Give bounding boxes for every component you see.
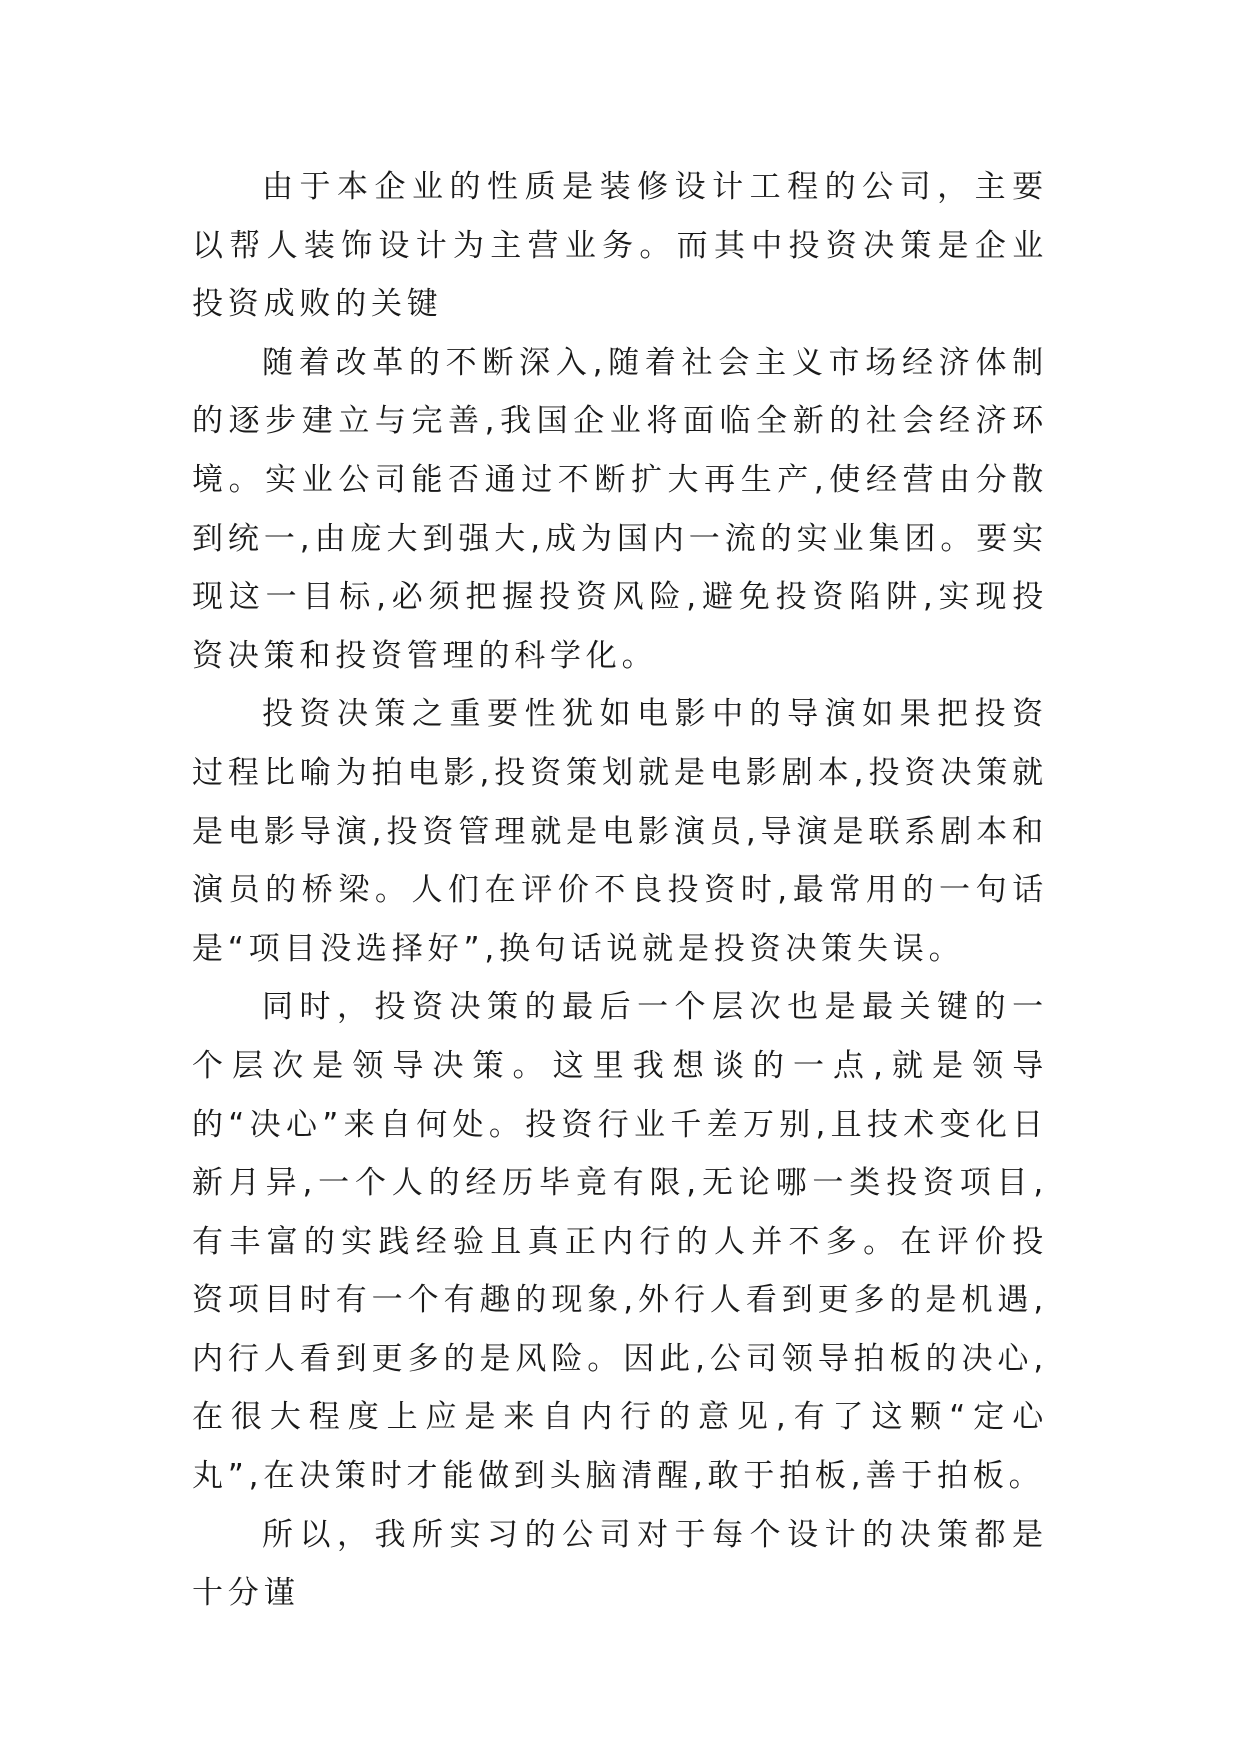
paragraph-1: 由于本企业的性质是装修设计工程的公司，主要以帮人装饰设计为主营业务。而其中投资决策是企业投资成败的关键 (192, 169, 1048, 323)
paragraph-3: 投资决策之重要性犹如电影中的导演如果把投资过程比喻为拍电影,投资策划就是电影剧本,投资决策就是电影导演,投资管理就是电影演员,导演是联系剧本和演员的桥梁。人们在评价不良投资时,最常用的一句话是“项目没选择好”,换句话说就是投资决策失误。 (192, 696, 1048, 967)
paragraph-4: 同时，投资决策的最后一个层次也是最关键的一个层次是领导决策。这里我想谈的一点,就是领导的“决心”来自何处。投资行业千差万别,且技术变化日新月异,一个人的经历毕竟有限,无论哪一类投资项目,有丰富的实践经验且真正内行的人并不多。在评价投资项目时有一个有趣的现象,外行人看到更多的是机遇,内行人看到更多的是风险。因此,公司领导拍板的决心,在很大程度上应是来自内行的意见,有了这颗“定心丸”,在决策时才能做到头脑清醒,敢于拍板,善于拍板。 (192, 989, 1048, 1495)
paragraph-2: 随着改革的不断深入,随着社会主义市场经济体制的逐步建立与完善,我国企业将面临全新的社会经济环境。实业公司能否通过不断扩大再生产,使经营由分散到统一,由庞大到强大,成为国内一流的实业集团。要实现这一目标,必须把握投资风险,避免投资陷阱,实现投资决策和投资管理的科学化。 (192, 344, 1048, 674)
document-body (192, 158, 1048, 1623)
paragraph-5: 所以，我所实习的公司对于每个设计的决策都是十分谨 (192, 1516, 1048, 1612)
